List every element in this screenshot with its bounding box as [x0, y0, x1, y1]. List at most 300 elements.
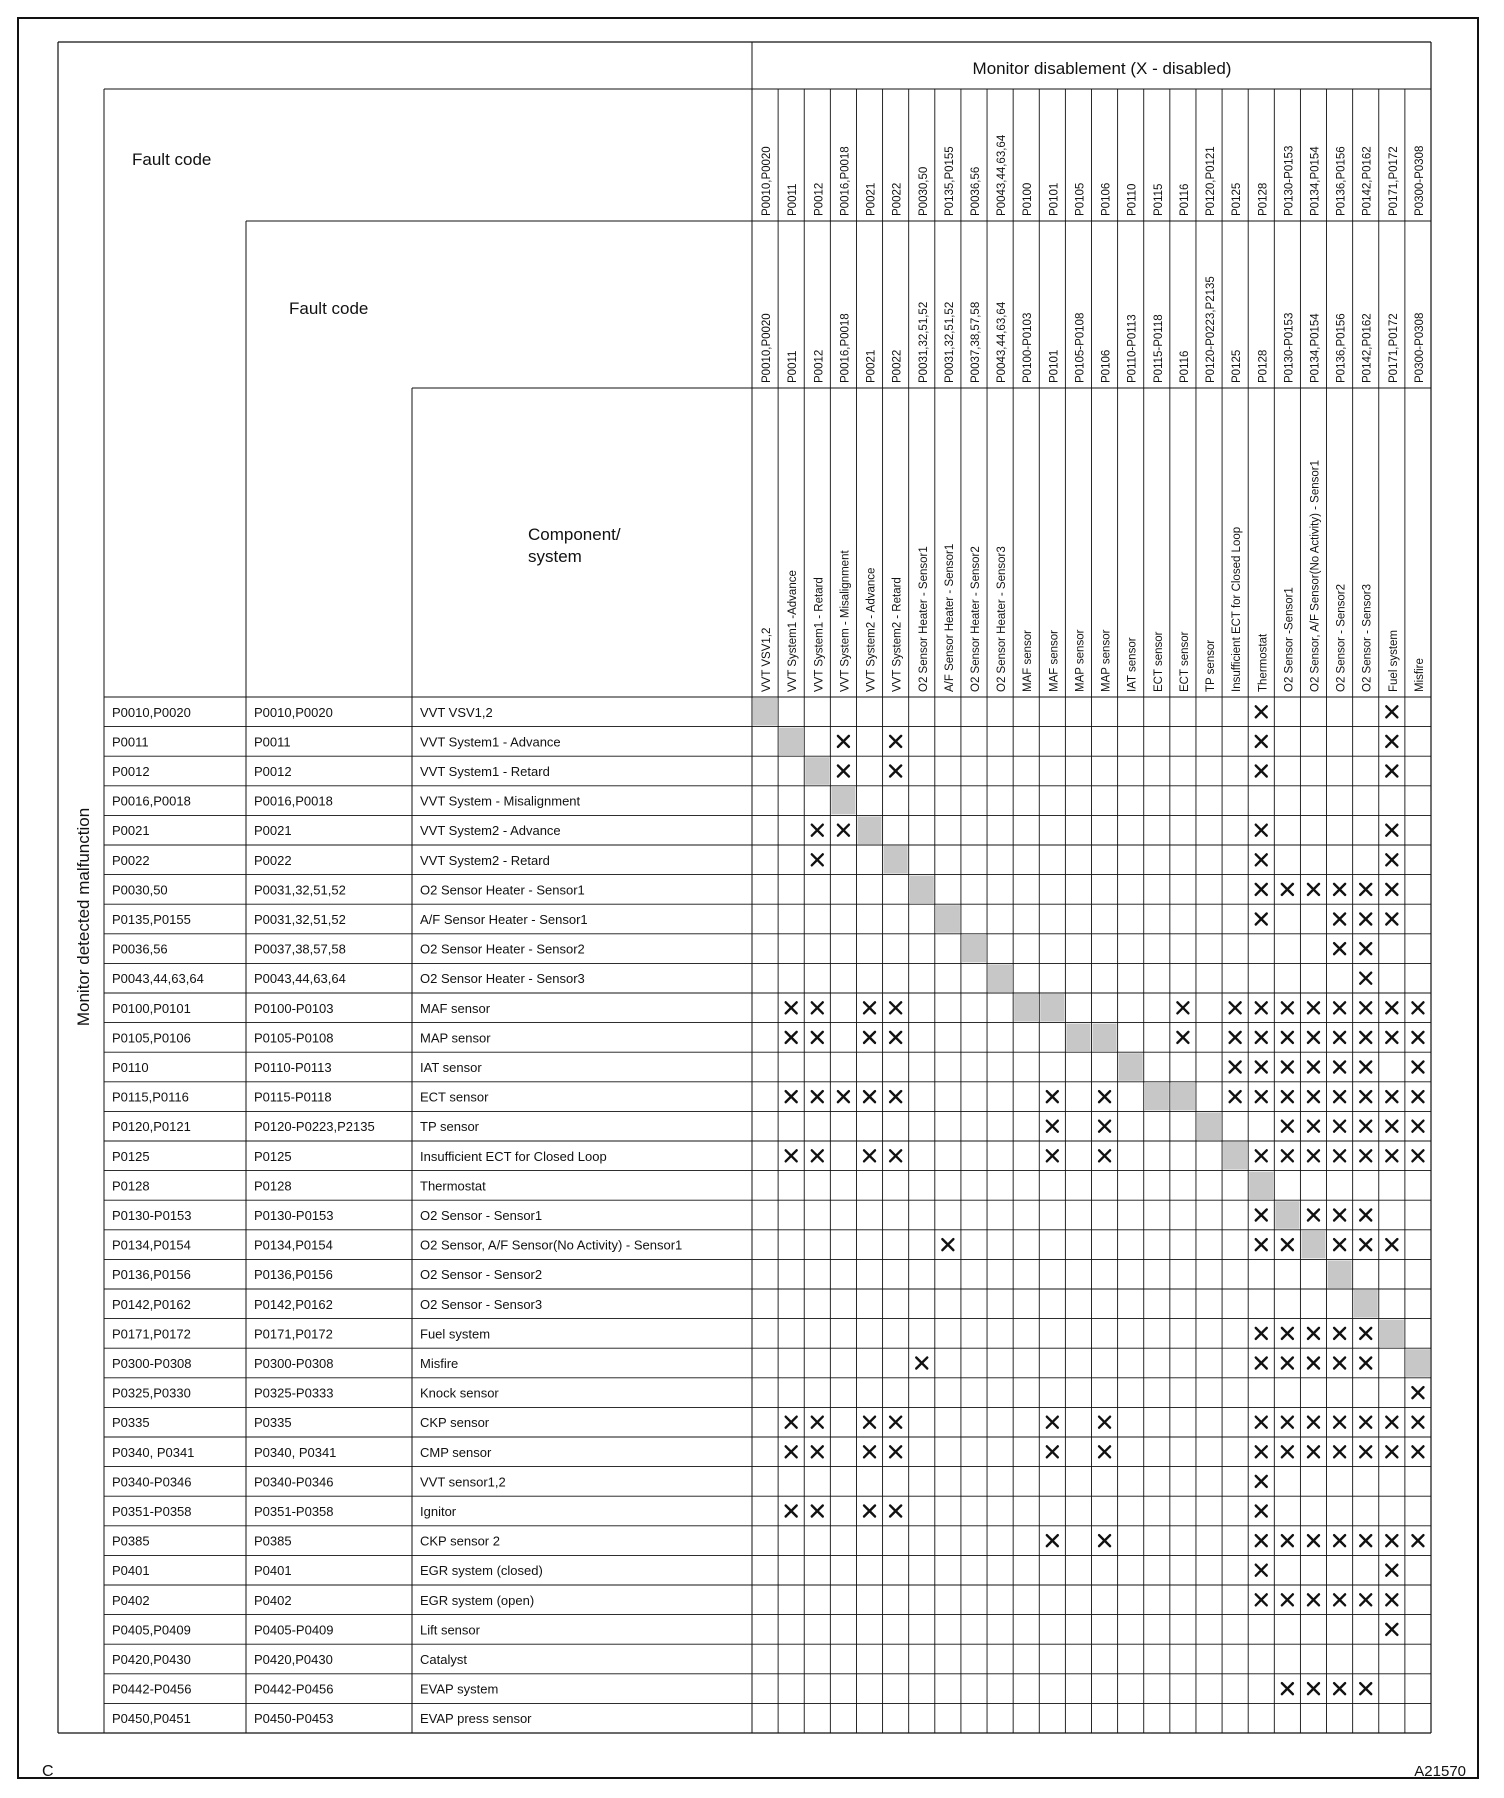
- self-cell-shade: [1275, 1201, 1299, 1229]
- disabled-x-mark: [1412, 1535, 1423, 1546]
- disabled-x-mark: [1047, 1417, 1058, 1428]
- disabled-x-mark: [1282, 1032, 1293, 1043]
- disabled-x-mark: [786, 1150, 797, 1161]
- fault-code-header-inner: Fault code: [289, 299, 369, 318]
- column-code-secondary: P0101: [1048, 349, 1061, 383]
- column-component-name: VVT VSV1,2: [761, 627, 774, 692]
- disabled-x-mark: [864, 1506, 875, 1517]
- disabled-x-mark: [812, 1446, 823, 1457]
- column-component-name: ECT sensor: [1178, 631, 1191, 692]
- row-fault-code-secondary: P0171,P0172: [254, 1326, 333, 1342]
- column-component-name: VVT System - Misalignment: [839, 550, 852, 692]
- disabled-x-mark: [890, 766, 901, 777]
- disabled-x-mark: [1256, 1032, 1267, 1043]
- row-fault-code-secondary: P0420,P0430: [254, 1652, 333, 1667]
- column-component-name: O2 Sensor - Sensor3: [1361, 583, 1374, 692]
- row-fault-code-primary: P0405,P0409: [112, 1622, 191, 1638]
- disabled-x-mark: [1256, 1239, 1267, 1250]
- disabled-x-mark: [1360, 1358, 1371, 1369]
- row-fault-code-secondary: P0300-P0308: [254, 1356, 334, 1371]
- row-component-name: O2 Sensor - Sensor3: [420, 1296, 543, 1312]
- disabled-x-mark: [1177, 1032, 1188, 1043]
- component-system-header-line1: Component/: [528, 525, 621, 544]
- column-code-primary: P0115: [1152, 183, 1165, 216]
- disabled-x-mark: [812, 854, 823, 865]
- column-code-secondary: P0016,P0018: [839, 313, 852, 383]
- disabled-x-mark: [1308, 1062, 1319, 1073]
- figure-id: A21570: [1414, 1763, 1466, 1780]
- row-component-name: O2 Sensor - Sensor1: [420, 1208, 543, 1223]
- self-cell-shade: [831, 787, 855, 815]
- column-code-secondary: P0031,32,51,52: [917, 301, 930, 383]
- disabled-x-mark: [1282, 1121, 1293, 1132]
- row-component-name: IAT sensor: [420, 1060, 482, 1075]
- column-code-primary: P0135,P0155: [943, 146, 956, 216]
- disabled-x-mark: [1386, 1032, 1397, 1043]
- disabled-x-mark: [1047, 1091, 1058, 1102]
- disabled-x-mark: [1308, 884, 1319, 895]
- disabled-x-mark: [1334, 1150, 1345, 1161]
- disabled-x-mark: [1360, 1062, 1371, 1073]
- column-component-name: Fuel system: [1387, 630, 1400, 692]
- row-fault-code-primary: P0442-P0456: [112, 1681, 192, 1697]
- disabled-x-mark: [1282, 884, 1293, 895]
- row-component-name: EGR system (closed): [420, 1563, 543, 1579]
- disabled-x-mark: [864, 1446, 875, 1457]
- column-code-primary: P0100: [1022, 182, 1035, 216]
- column-component-name: O2 Sensor -Sensor1: [1283, 587, 1296, 692]
- column-component-name: VVT System2 - Retard: [891, 577, 904, 692]
- column-code-secondary: P0171,P0172: [1387, 313, 1400, 383]
- disabled-x-mark: [838, 736, 849, 747]
- row-fault-code-secondary: P0031,32,51,52: [254, 912, 346, 927]
- row-fault-code-primary: P0134,P0154: [112, 1237, 191, 1253]
- self-cell-shade: [805, 757, 829, 785]
- disabled-x-mark: [1256, 766, 1267, 777]
- disabled-x-mark: [812, 825, 823, 836]
- self-cell-shade: [1354, 1290, 1378, 1318]
- column-component-name: VVT System2 - Advance: [865, 567, 878, 692]
- self-cell-shade: [1093, 1024, 1117, 1052]
- disabled-x-mark: [1360, 1328, 1371, 1339]
- disabled-x-mark: [786, 1002, 797, 1013]
- row-fault-code-primary: P0043,44,63,64: [112, 971, 204, 987]
- row-axis-label: Monitor detected malfunction: [74, 807, 93, 1027]
- row-fault-code-secondary: P0022: [254, 852, 292, 868]
- self-cell-shade: [857, 816, 881, 844]
- table-cells: [112, 134, 1426, 1726]
- column-component-name: Insufficient ECT for Closed Loop: [1231, 526, 1244, 692]
- column-code-secondary: P0300-P0308: [1413, 312, 1426, 383]
- disabled-x-mark: [1360, 1239, 1371, 1250]
- row-fault-code-primary: P0021: [112, 823, 150, 839]
- self-cell-shade: [1380, 1320, 1404, 1348]
- column-code-secondary: P0130-P0153: [1283, 312, 1296, 383]
- disabled-x-mark: [1099, 1417, 1110, 1428]
- disabled-x-mark: [812, 1032, 823, 1043]
- row-fault-code-secondary: P0405-P0409: [254, 1622, 334, 1638]
- column-component-name: MAF sensor: [1022, 630, 1035, 692]
- disabled-x-mark: [1230, 1091, 1241, 1102]
- row-component-name: CKP sensor: [420, 1415, 490, 1431]
- row-component-name: O2 Sensor Heater - Sensor2: [420, 941, 585, 957]
- disabled-x-mark: [1334, 1358, 1345, 1369]
- row-fault-code-secondary: P0351-P0358: [254, 1504, 334, 1519]
- row-fault-code-secondary: P0335: [254, 1415, 292, 1431]
- column-component-name: A/F Sensor Heater - Sensor1: [943, 543, 956, 692]
- column-component-name: IAT sensor: [1126, 637, 1139, 692]
- disabled-x-mark: [1386, 1150, 1397, 1161]
- row-component-name: VVT System1 - Advance: [420, 734, 561, 750]
- row-fault-code-primary: P0325,P0330: [112, 1385, 191, 1401]
- disabled-x-mark: [1256, 736, 1267, 747]
- disabled-x-mark: [1282, 1002, 1293, 1013]
- row-component-name: O2 Sensor - Sensor2: [420, 1267, 543, 1283]
- row-fault-code-secondary: P0100-P0103: [254, 1000, 334, 1016]
- row-fault-code-secondary: P0325-P0333: [254, 1385, 334, 1401]
- disabled-x-mark: [786, 1446, 797, 1457]
- disabled-x-mark: [1308, 1358, 1319, 1369]
- row-fault-code-primary: P0340, P0341: [112, 1444, 195, 1460]
- disabled-x-mark: [812, 1506, 823, 1517]
- disabled-x-mark: [1386, 1535, 1397, 1546]
- disabled-x-mark: [1360, 884, 1371, 895]
- column-component-name: O2 Sensor - Sensor2: [1335, 583, 1348, 692]
- row-fault-code-secondary: P0442-P0456: [254, 1681, 334, 1697]
- self-cell-shade: [753, 698, 777, 726]
- disabled-x-mark: [812, 1091, 823, 1102]
- column-component-name: O2 Sensor Heater - Sensor3: [996, 546, 1009, 692]
- row-component-name: Fuel system: [420, 1326, 491, 1342]
- column-component-name: TP sensor: [1205, 639, 1218, 692]
- row-component-name: O2 Sensor Heater - Sensor3: [420, 971, 585, 987]
- disabled-x-mark: [1412, 1032, 1423, 1043]
- disabled-x-mark: [1386, 914, 1397, 925]
- column-code-secondary: P0110-P0113: [1126, 314, 1139, 383]
- row-fault-code-primary: P0335: [112, 1415, 150, 1431]
- disabled-x-mark: [1256, 1358, 1267, 1369]
- row-fault-code-secondary: P0021: [254, 823, 292, 839]
- row-component-name: CKP sensor 2: [420, 1533, 500, 1549]
- disabled-x-mark: [890, 1506, 901, 1517]
- row-component-name: Misfire: [420, 1356, 459, 1371]
- disabled-x-mark: [1386, 1594, 1397, 1605]
- row-fault-code-primary: P0100,P0101: [112, 1000, 191, 1016]
- row-component-name: VVT sensor1,2: [420, 1474, 506, 1490]
- row-component-name: VVT System2 - Advance: [420, 823, 561, 839]
- disabled-x-mark: [1360, 1032, 1371, 1043]
- disabled-x-mark: [1099, 1535, 1110, 1546]
- disabled-x-mark: [786, 1417, 797, 1428]
- disabled-x-mark: [1256, 1328, 1267, 1339]
- disabled-x-mark: [1308, 1121, 1319, 1132]
- row-component-name: ECT sensor: [420, 1089, 489, 1105]
- disabled-x-mark: [1282, 1446, 1293, 1457]
- disabled-x-mark: [1308, 1594, 1319, 1605]
- row-component-name: A/F Sensor Heater - Sensor1: [420, 912, 588, 927]
- disabled-x-mark: [942, 1239, 953, 1250]
- row-component-name: MAF sensor: [420, 1000, 491, 1016]
- disabled-x-mark: [838, 766, 849, 777]
- disabled-x-mark: [1360, 973, 1371, 984]
- disabled-x-mark: [1334, 1091, 1345, 1102]
- disabled-x-mark: [1308, 1683, 1319, 1694]
- row-fault-code-secondary: P0385: [254, 1533, 292, 1549]
- row-fault-code-primary: P0300-P0308: [112, 1356, 192, 1371]
- disabled-x-mark: [1230, 1032, 1241, 1043]
- disabled-x-mark: [1412, 1417, 1423, 1428]
- row-fault-code-secondary: P0120-P0223,P2135: [254, 1119, 375, 1135]
- disabled-x-mark: [1412, 1002, 1423, 1013]
- row-fault-code-secondary: P0340-P0346: [254, 1474, 334, 1490]
- row-component-name: O2 Sensor Heater - Sensor1: [420, 882, 585, 898]
- disabled-x-mark: [1308, 1150, 1319, 1161]
- row-fault-code-primary: P0171,P0172: [112, 1326, 191, 1342]
- monitor-disablement-title: Monitor disablement (X - disabled): [972, 59, 1232, 78]
- row-component-name: Ignitor: [420, 1504, 457, 1519]
- disabled-x-mark: [1360, 943, 1371, 954]
- column-code-primary: P0021: [865, 182, 878, 216]
- row-fault-code-primary: P0351-P0358: [112, 1504, 192, 1519]
- column-code-secondary: P0120-P0223,P2135: [1205, 276, 1218, 383]
- column-code-secondary: P0100-P0103: [1022, 312, 1035, 383]
- column-component-name: VVT System1 -Advance: [787, 570, 800, 692]
- self-cell-shade: [779, 728, 803, 756]
- column-code-primary: P0120,P0121: [1205, 146, 1218, 216]
- disabled-x-mark: [1256, 1476, 1267, 1487]
- disabled-x-mark: [1334, 1032, 1345, 1043]
- column-component-name: VVT System1 - Retard: [813, 577, 826, 692]
- column-code-primary: P0106: [1100, 182, 1113, 216]
- disabled-x-mark: [1360, 1446, 1371, 1457]
- self-cell-shade: [1014, 994, 1038, 1022]
- disabled-x-mark: [1256, 914, 1267, 925]
- row-component-name: Insufficient ECT for Closed Loop: [420, 1148, 607, 1164]
- disabled-x-mark: [1282, 1594, 1293, 1605]
- row-fault-code-secondary: P0142,P0162: [254, 1296, 333, 1312]
- row-fault-code-primary: P0401: [112, 1563, 150, 1579]
- row-fault-code-primary: P0110: [112, 1060, 149, 1075]
- row-fault-code-primary: P0016,P0018: [112, 793, 191, 809]
- disabled-x-mark: [1386, 1091, 1397, 1102]
- disabled-x-mark: [1282, 1091, 1293, 1102]
- column-code-secondary: P0012: [813, 349, 826, 383]
- corner-letter: C: [42, 1763, 54, 1780]
- disabled-x-mark: [890, 1002, 901, 1013]
- disabled-x-mark: [890, 1417, 901, 1428]
- row-fault-code-secondary: P0128: [254, 1178, 292, 1194]
- disabled-x-mark: [1282, 1150, 1293, 1161]
- disabled-x-mark: [1256, 1506, 1267, 1517]
- disabled-x-mark: [1386, 1624, 1397, 1635]
- disabled-x-mark: [838, 1091, 849, 1102]
- row-fault-code-primary: P0136,P0156: [112, 1267, 191, 1283]
- disabled-x-mark: [1047, 1121, 1058, 1132]
- disabled-x-mark: [786, 1032, 797, 1043]
- disabled-x-mark: [1099, 1150, 1110, 1161]
- row-fault-code-secondary: P0031,32,51,52: [254, 882, 346, 898]
- row-component-name: Lift sensor: [420, 1622, 480, 1638]
- self-cell-shade: [936, 905, 960, 933]
- disabled-x-mark: [1412, 1150, 1423, 1161]
- row-component-name: VVT System1 - Retard: [420, 764, 550, 779]
- self-cell-shade: [1197, 1112, 1221, 1140]
- column-code-primary: P0116: [1178, 183, 1191, 216]
- disabled-x-mark: [786, 1091, 797, 1102]
- disabled-x-mark: [1386, 1002, 1397, 1013]
- disabled-x-mark: [1360, 1002, 1371, 1013]
- column-code-secondary: P0142,P0162: [1361, 313, 1374, 383]
- disabled-x-mark: [1047, 1150, 1058, 1161]
- row-fault-code-secondary: P0134,P0154: [254, 1237, 333, 1253]
- column-code-secondary: P0116: [1178, 350, 1191, 383]
- component-system-header-line2: system: [528, 547, 582, 566]
- disabled-x-mark: [1360, 1121, 1371, 1132]
- disabled-x-mark: [1256, 1150, 1267, 1161]
- disabled-x-mark: [1334, 1417, 1345, 1428]
- row-fault-code-primary: P0011: [112, 734, 149, 750]
- column-component-name: Thermostat: [1257, 633, 1270, 692]
- disabled-x-mark: [1308, 1091, 1319, 1102]
- row-component-name: TP sensor: [420, 1119, 480, 1135]
- column-code-secondary: P0011: [787, 350, 800, 383]
- row-component-name: EVAP press sensor: [420, 1711, 532, 1727]
- disabled-x-mark: [1334, 1210, 1345, 1221]
- disabled-x-mark: [1256, 706, 1267, 717]
- disabled-x-mark: [890, 1032, 901, 1043]
- disabled-x-mark: [1360, 1091, 1371, 1102]
- column-code-primary: P0043,44,63,64: [996, 134, 1009, 216]
- column-component-name: O2 Sensor Heater - Sensor2: [969, 546, 982, 692]
- disabled-x-mark: [1256, 1565, 1267, 1576]
- disabled-x-mark: [1386, 766, 1397, 777]
- disabled-x-mark: [1308, 1210, 1319, 1221]
- disabled-x-mark: [864, 1002, 875, 1013]
- row-component-name: VVT VSV1,2: [420, 704, 493, 720]
- disabled-x-mark: [1047, 1446, 1058, 1457]
- row-fault-code-primary: P0105,P0106: [112, 1030, 191, 1046]
- disabled-x-mark: [1334, 1239, 1345, 1250]
- disabled-x-mark: [916, 1358, 927, 1369]
- column-code-primary: P0130-P0153: [1283, 145, 1296, 216]
- row-fault-code-primary: P0022: [112, 852, 150, 868]
- column-code-primary: P0022: [891, 182, 904, 216]
- disabled-x-mark: [1386, 854, 1397, 865]
- disabled-x-mark: [1282, 1535, 1293, 1546]
- disabled-x-mark: [1360, 1535, 1371, 1546]
- disabled-x-mark: [1360, 1150, 1371, 1161]
- column-code-secondary: P0105-P0108: [1074, 312, 1087, 383]
- row-component-name: Catalyst: [420, 1652, 467, 1667]
- row-fault-code-secondary: P0115-P0118: [254, 1089, 332, 1105]
- disabled-x-mark: [1308, 1535, 1319, 1546]
- row-component-name: EGR system (open): [420, 1592, 535, 1608]
- disabled-x-mark: [1256, 1594, 1267, 1605]
- column-code-primary: P0142,P0162: [1361, 146, 1374, 216]
- disabled-x-mark: [1360, 1683, 1371, 1694]
- column-code-primary: P0300-P0308: [1413, 145, 1426, 216]
- column-code-secondary: P0022: [891, 349, 904, 383]
- row-fault-code-primary: P0120,P0121: [112, 1119, 191, 1135]
- row-fault-code-primary: P0036,56: [112, 941, 168, 957]
- column-code-primary: P0101: [1048, 182, 1061, 216]
- column-component-name: MAP sensor: [1074, 629, 1087, 692]
- self-cell-shade: [1328, 1260, 1352, 1288]
- column-code-secondary: P0136,P0156: [1335, 313, 1348, 383]
- disabled-x-mark: [1360, 1594, 1371, 1605]
- row-component-name: CMP sensor: [420, 1444, 492, 1460]
- disabled-x-mark: [1386, 1417, 1397, 1428]
- row-fault-code-secondary: P0010,P0020: [254, 704, 333, 720]
- disabled-x-mark: [812, 1417, 823, 1428]
- column-code-secondary: P0125: [1231, 349, 1244, 383]
- column-code-secondary: P0031,32,51,52: [943, 301, 956, 383]
- disabled-x-mark: [1256, 884, 1267, 895]
- disabled-x-mark: [864, 1150, 875, 1161]
- row-fault-code-secondary: P0402: [254, 1592, 292, 1608]
- row-fault-code-secondary: P0125: [254, 1148, 292, 1164]
- column-code-secondary: P0021: [865, 349, 878, 383]
- disabled-x-mark: [1256, 825, 1267, 836]
- row-fault-code-primary: P0402: [112, 1592, 150, 1608]
- row-component-name: MAP sensor: [420, 1030, 491, 1046]
- disabled-x-mark: [1334, 1062, 1345, 1073]
- disabled-x-mark: [1334, 1002, 1345, 1013]
- disabled-x-mark: [1047, 1535, 1058, 1546]
- disabled-x-mark: [890, 736, 901, 747]
- disabled-x-mark: [1282, 1062, 1293, 1073]
- disabled-x-mark: [1412, 1446, 1423, 1457]
- disabled-x-mark: [1230, 1002, 1241, 1013]
- disabled-x-mark: [1308, 1002, 1319, 1013]
- disabled-x-mark: [1386, 1239, 1397, 1250]
- disabled-x-mark: [1386, 825, 1397, 836]
- disabled-x-mark: [838, 825, 849, 836]
- self-cell-shade: [1223, 1142, 1247, 1170]
- column-code-primary: P0171,P0172: [1387, 146, 1400, 216]
- column-code-primary: P0105: [1074, 182, 1087, 216]
- self-cell-shade: [1171, 1083, 1195, 1111]
- disabled-x-mark: [1256, 1062, 1267, 1073]
- disabled-x-mark: [1334, 943, 1345, 954]
- row-component-name: Thermostat: [420, 1178, 486, 1194]
- row-fault-code-primary: P0450,P0451: [112, 1711, 191, 1727]
- column-code-secondary: P0010,P0020: [761, 313, 774, 383]
- disabled-x-mark: [1386, 1121, 1397, 1132]
- column-code-primary: P0136,P0156: [1335, 146, 1348, 216]
- disabled-x-mark: [1256, 1002, 1267, 1013]
- row-fault-code-primary: P0135,P0155: [112, 912, 191, 927]
- column-code-primary: P0128: [1257, 182, 1270, 216]
- disabled-x-mark: [1334, 1446, 1345, 1457]
- row-fault-code-primary: P0010,P0020: [112, 704, 191, 720]
- disabled-x-mark: [1256, 1535, 1267, 1546]
- column-code-primary: P0036,56: [969, 166, 982, 216]
- column-code-secondary: P0128: [1257, 349, 1270, 383]
- column-code-primary: P0125: [1231, 182, 1244, 216]
- row-fault-code-secondary: P0136,P0156: [254, 1267, 333, 1283]
- disabled-x-mark: [1230, 1062, 1241, 1073]
- disabled-x-mark: [864, 1091, 875, 1102]
- disabled-x-mark: [864, 1417, 875, 1428]
- self-cell-shade: [1406, 1349, 1430, 1377]
- disabled-x-mark: [1334, 1121, 1345, 1132]
- disabled-x-mark: [1386, 1446, 1397, 1457]
- fault-code-header-outer: Fault code: [132, 150, 212, 169]
- row-fault-code-primary: P0385: [112, 1533, 150, 1549]
- disabled-x-mark: [1334, 1594, 1345, 1605]
- row-fault-code-secondary: P0016,P0018: [254, 793, 333, 809]
